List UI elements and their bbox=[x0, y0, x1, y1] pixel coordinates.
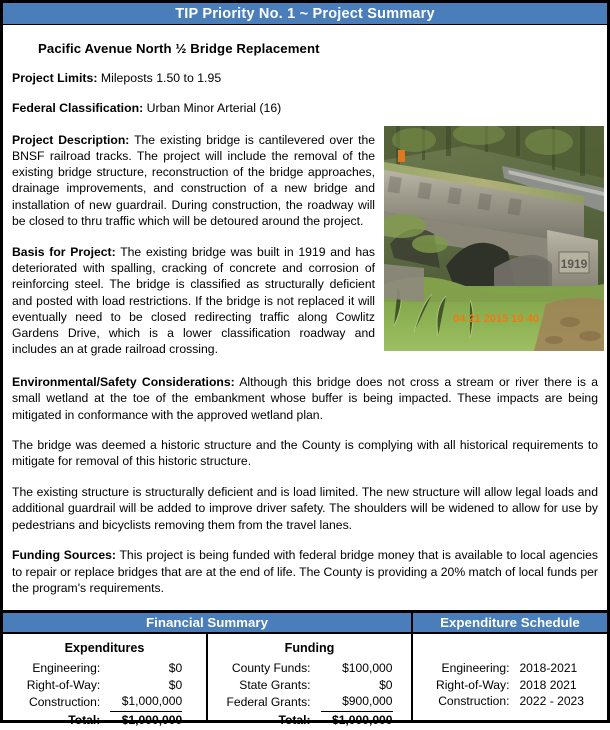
expenditure-schedule-table bbox=[436, 661, 584, 711]
field-project-limits-label: Project Limits: bbox=[12, 71, 98, 85]
table-row-total bbox=[27, 712, 182, 730]
expenditures-row-2-value: $1,000,000 bbox=[110, 694, 182, 711]
project-description-label: Project Description: bbox=[12, 132, 130, 147]
funding-row-1-label: State Grants: bbox=[239, 677, 311, 692]
funding-table bbox=[226, 661, 392, 730]
table-row bbox=[436, 678, 584, 695]
funding-sources-paragraph bbox=[12, 547, 598, 596]
page-title: TIP Priority No. 1 ~ Project Summary bbox=[175, 5, 435, 22]
table-row bbox=[226, 694, 392, 711]
expenditures-cell bbox=[3, 634, 208, 728]
table-row bbox=[27, 661, 182, 678]
project-description-paragraph bbox=[12, 132, 375, 229]
schedule-row-2-value: 2022 - 2023 bbox=[519, 694, 585, 709]
bridge-photo-image bbox=[384, 126, 604, 351]
environmental-safety-text: Although this bridge does not cross a stream or river there is a small wetland at the toe of the embankment whose buffer is being impacted. These impacts are being mitigated in conformance with the approved wetland plan. bbox=[12, 374, 598, 422]
bridge-year-plaque-text: 1919 bbox=[560, 257, 588, 271]
expenditure-schedule-cell bbox=[413, 634, 607, 720]
basis-for-project-label: Basis for Project: bbox=[12, 245, 116, 260]
environmental-safety-label: Environmental/Safety Considerations: bbox=[12, 374, 235, 389]
summary-tables-body-row bbox=[3, 634, 607, 728]
expenditures-row-0-label: Engineering: bbox=[32, 661, 101, 675]
funding-row-0-label: County Funds: bbox=[231, 661, 311, 675]
photo-timestamp-text: 04 21 2015 10 40 bbox=[453, 313, 539, 325]
expenditures-row-1-value: $0 bbox=[168, 677, 183, 692]
environmental-safety-paragraph bbox=[12, 374, 598, 423]
summary-tables-header-row bbox=[3, 613, 607, 634]
basis-for-project-text: The existing bridge was built in 1919 and has deteriorated with spalling, cracking of concrete and corrosion of reinforcing steel. The bridge is classified as structurally deficient and posted with load restrictions. If the bridge is not replaced it will eventually need to be closed redirecting traffic along Cowlitz Gardens Drive, which is a lower classification roadway and includes an at grade railroad crossing. bbox=[12, 245, 376, 357]
funding-row-1-value: $0 bbox=[379, 677, 393, 692]
expenditures-total-label: Total: bbox=[68, 712, 101, 727]
bridge-photo bbox=[384, 126, 604, 351]
existing-structure-paragraph: The existing structure is structurally deficient and is load limited. The new structure will allow legal loads and additional guardrail will be added to improve driver safety. The shoulders will be widened to allow for use by pedestrians and bicyclists removing them from the travel lanes. bbox=[12, 484, 598, 532]
funding-row-2-value: $900,000 bbox=[321, 694, 393, 711]
table-row bbox=[436, 694, 584, 711]
field-project-limits-value: Mileposts 1.50 to 1.95 bbox=[100, 71, 222, 85]
schedule-row-2-label: Construction: bbox=[438, 694, 510, 709]
funding-row-0-value: $100,000 bbox=[342, 661, 393, 675]
field-federal-classification-value: Urban Minor Arterial (16) bbox=[146, 101, 282, 116]
schedule-row-1-value: 2018 2021 bbox=[519, 677, 577, 692]
funding-title: Funding bbox=[284, 641, 335, 655]
field-federal-classification bbox=[12, 101, 375, 116]
expenditures-row-2-label: Construction: bbox=[28, 694, 101, 709]
expenditures-table bbox=[27, 661, 182, 730]
table-row bbox=[27, 694, 182, 711]
funding-sources-label: Funding Sources: bbox=[12, 548, 116, 563]
expenditures-title: Expenditures bbox=[64, 641, 145, 655]
funding-sources-text: This project is being funded with federal bridge money that is available to local agencies to repair or replace bridges that are at the end of life. The County is providing a 20% match of local funds per the program's requirements. bbox=[12, 548, 599, 596]
document-title-bar bbox=[3, 3, 607, 25]
expenditures-row-0-value: $0 bbox=[168, 661, 183, 675]
basis-for-project-paragraph bbox=[12, 244, 375, 358]
full-width-text-column bbox=[12, 358, 598, 597]
funding-total-label: Total: bbox=[278, 712, 311, 727]
project-description-text: The existing bridge is cantilevered over the BNSF railroad tracks. The project will include the removal of the existing bridge structure, reconstruction of the bridge approaches, drainage improvements, and construction of a new bridge and installation of new guardrail. During construction, the roadway will be closed to thru traffic which will be detoured around the project. bbox=[12, 132, 376, 228]
table-row bbox=[27, 678, 182, 695]
funding-cell bbox=[208, 634, 413, 728]
table-row bbox=[436, 661, 584, 678]
document-body bbox=[3, 41, 607, 617]
schedule-row-0-value: 2018-2021 bbox=[519, 661, 578, 675]
expenditure-schedule-header: Expenditure Schedule bbox=[440, 615, 580, 630]
field-project-limits bbox=[12, 71, 375, 86]
historic-structure-paragraph: The bridge was deemed a historic structure and the County is complying with all historical requirements to mitigate for removal of this historic structure. bbox=[12, 437, 598, 469]
schedule-row-0-label: Engineering: bbox=[441, 661, 510, 675]
project-name-heading: Pacific Avenue North ½ Bridge Replacement bbox=[38, 41, 320, 56]
financial-summary-header: Financial Summary bbox=[3, 613, 413, 632]
schedule-row-1-label: Right-of-Way: bbox=[435, 677, 510, 692]
expenditures-row-1-label: Right-of-Way: bbox=[26, 677, 101, 692]
table-row bbox=[226, 678, 392, 695]
summary-tables bbox=[3, 610, 607, 728]
expenditures-total-value: $1,000,000 bbox=[121, 713, 183, 728]
table-row-total bbox=[226, 712, 392, 730]
left-text-column bbox=[12, 71, 383, 358]
funding-total-value: $1,000,000 bbox=[331, 713, 393, 728]
field-federal-classification-label: Federal Classification: bbox=[12, 101, 144, 116]
funding-row-2-label: Federal Grants: bbox=[226, 694, 311, 709]
table-row bbox=[226, 661, 392, 678]
